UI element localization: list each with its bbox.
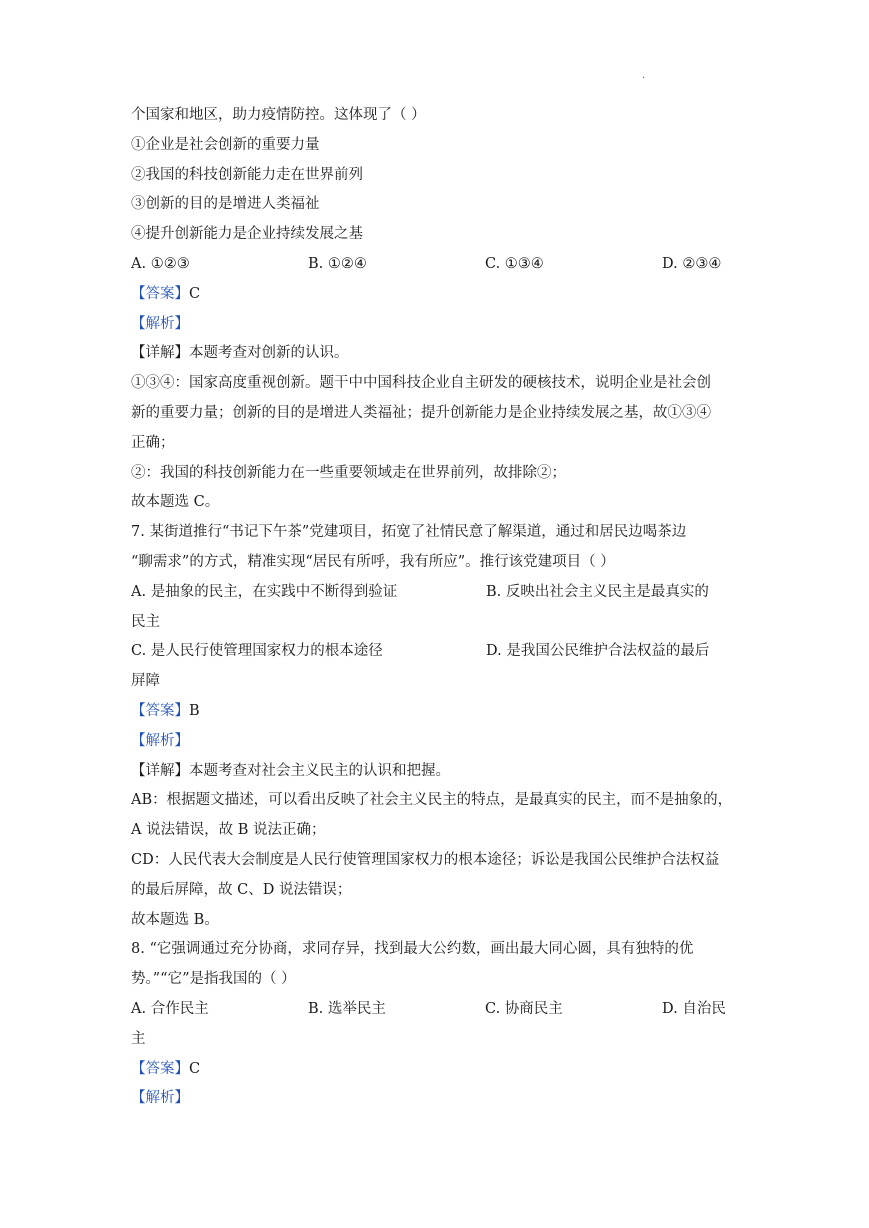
q8-option-d-wrap: 主 — [131, 1030, 146, 1047]
q6-answer-value: C — [189, 285, 201, 302]
q8-options — [131, 995, 741, 1025]
q7-detail-tag: 【详解】 — [131, 762, 189, 779]
q7-detail-line-5: 故本题选 B。 — [131, 911, 219, 928]
q6-answer-tag: 【答案】 — [131, 285, 189, 302]
q7-options-ab — [131, 578, 741, 608]
q7-option-a: A. 是抽象的民主，在实践中不断得到验证 — [131, 583, 398, 600]
q6-detail-line-2: 新的重要力量；创新的目的是增进人类福祉；提升创新能力是企业持续发展之基，故①③④ — [131, 404, 711, 421]
q8-option-d: D. 自治民 — [662, 1000, 726, 1017]
q6-detail-line-5: 故本题选 C。 — [131, 494, 220, 511]
q7-options-cd — [131, 637, 741, 667]
q7-stem-line-2: “聊需求”的方式，精准实现“居民有所呼，我有所应”。推行该党建项目（ ） — [131, 553, 615, 570]
q8-answer-value: C — [189, 1060, 201, 1077]
q7-option-d-wrap: 屏障 — [131, 673, 160, 690]
q8-analysis-tag: 【解析】 — [131, 1090, 189, 1107]
q6-stem-tail: 个国家和地区，助力疫情防控。这体现了（ ） — [131, 107, 426, 123]
q8-stem-line-1: 8. “它强调通过充分协商，求同存异，找到最大公约数，画出最大同心圆，具有独特的优 — [131, 941, 694, 958]
q7-analysis — [131, 727, 741, 757]
q7-stem-line-1: 7. 某街道推行“书记下午茶”党建项目，拓宽了社情民意了解渠道，通过和居民边喝茶边 — [131, 524, 687, 541]
q7-analysis-tag: 【解析】 — [131, 732, 189, 749]
q7-detail-line-2: A 说法错误，故 B 说法正确； — [131, 822, 326, 839]
q6-option-a: A. ①②③ — [131, 255, 190, 272]
q6-detail-lead — [131, 339, 741, 369]
q8-option-c: C. 协商民主 — [485, 1000, 563, 1017]
q8-option-a: A. 合作民主 — [131, 1000, 209, 1017]
q6-option-d: D. ②③④ — [662, 255, 722, 272]
q6-detail-line-3: 正确； — [131, 434, 175, 451]
q8-answer-tag: 【答案】 — [131, 1060, 189, 1077]
q6-answer — [131, 280, 741, 310]
q7-detail-lead — [131, 757, 741, 787]
q8-option-b: B. 选举民主 — [308, 1000, 386, 1017]
q6-statement-4: ④提升创新能力是企业持续发展之基 — [131, 226, 363, 243]
q8-stem-line-2: 势。”“它”是指我国的（ ） — [131, 971, 296, 988]
q8-answer — [131, 1055, 741, 1085]
q7-option-b-wrap: 民主 — [131, 613, 160, 630]
q7-answer-tag: 【答案】 — [131, 702, 189, 719]
page-mark: . — [642, 70, 646, 81]
q6-detail-line-4: ②：我国的科技创新能力在一些重要领域走在世界前列，故排除②； — [131, 464, 566, 481]
q8-analysis — [131, 1084, 741, 1114]
q7-option-d: D. 是我国公民维护合法权益的最后 — [486, 643, 710, 660]
q6-detail-line-1: ①③④：国家高度重视创新。题干中中国科技企业自主研发的硬核技术，说明企业是社会创 — [131, 375, 711, 392]
q6-statement-2: ②我国的科技创新能力走在世界前列 — [131, 166, 363, 183]
q6-option-c: C. ①③④ — [485, 255, 544, 272]
q6-option-b: B. ①②④ — [308, 255, 367, 272]
q6-options — [131, 250, 741, 280]
q7-answer — [131, 697, 741, 727]
q6-detail-tag: 【详解】 — [131, 345, 189, 362]
q7-detail-lead-text: 本题考查对社会主义民主的认识和把握。 — [189, 762, 450, 779]
q7-option-b: B. 反映出社会主义民主是最真实的 — [486, 583, 709, 600]
q7-answer-value: B — [189, 702, 200, 719]
q6-analysis — [131, 310, 741, 340]
q6-detail-lead-text: 本题考查对创新的认识。 — [189, 345, 349, 362]
q6-analysis-tag: 【解析】 — [131, 315, 189, 332]
q6-statement-3: ③创新的目的是增进人类福祉 — [131, 196, 320, 213]
q6-statement-1: ①企业是社会创新的重要力量 — [131, 136, 320, 153]
q7-option-c: C. 是人民行使管理国家权力的根本途径 — [131, 643, 383, 660]
document-body — [131, 101, 741, 1114]
q7-detail-line-4: 的最后屏障，故 C、D 说法错误； — [131, 881, 352, 898]
q7-detail-line-1: AB：根据题文描述，可以看出反映了社会主义民主的特点，是最真实的民主，而不是抽象的， — [131, 792, 733, 809]
q7-detail-line-3: CD：人民代表大会制度是人民行使管理国家权力的根本途径；诉讼是我国公民维护合法权益 — [131, 851, 720, 868]
